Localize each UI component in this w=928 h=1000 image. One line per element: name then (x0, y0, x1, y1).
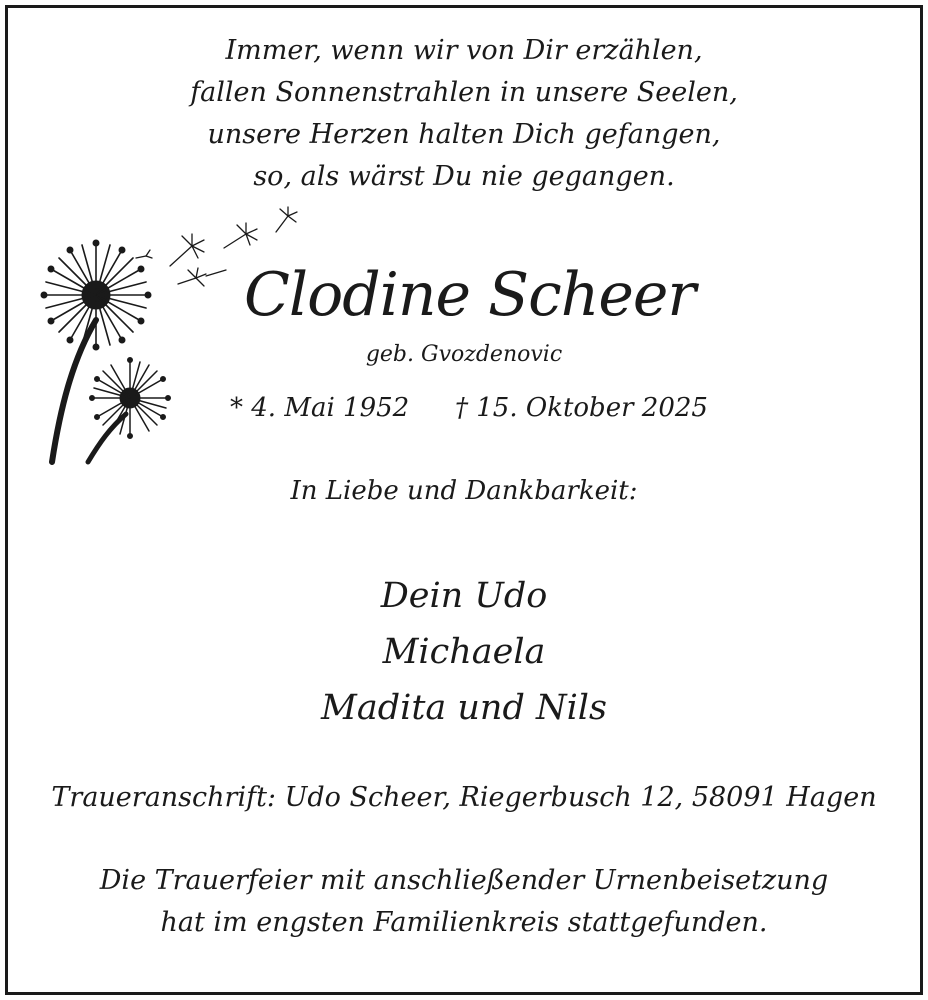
poem (0, 30, 928, 198)
family-names (0, 568, 928, 736)
poem-line: so, als wärst Du nie gegangen. (253, 161, 675, 192)
poem-line: Immer, wenn wir von Dir erzählen, (225, 35, 703, 66)
maiden-name: geb. Gvozdenovic (365, 342, 563, 367)
family-member: Madita und Nils (321, 688, 607, 728)
family-member: Michaela (382, 632, 546, 672)
poem-line: fallen Sonnenstrahlen in unsere Seelen, (190, 77, 738, 108)
birth-date: * 4. Mai 1952 (230, 393, 410, 423)
mourning-address: Traueranschrift: Udo Scheer, Riegerbusch 12, 58091 Hagen (51, 782, 877, 813)
intro-line: In Liebe und Dankbarkeit: (290, 476, 638, 506)
note-line: Die Trauerfeier mit anschließender Urnenbeisetzung (99, 865, 829, 896)
death-date: † 15. Oktober 2025 (455, 393, 708, 423)
note-line: hat im engsten Familienkreis stattgefunden. (160, 907, 768, 938)
ceremony-note (0, 860, 928, 944)
poem-line: unsere Herzen halten Dich gefangen, (207, 119, 721, 150)
family-member: Dein Udo (380, 576, 548, 616)
deceased-name: Clodine Scheer (244, 260, 696, 330)
dandelion-icon (38, 200, 308, 470)
